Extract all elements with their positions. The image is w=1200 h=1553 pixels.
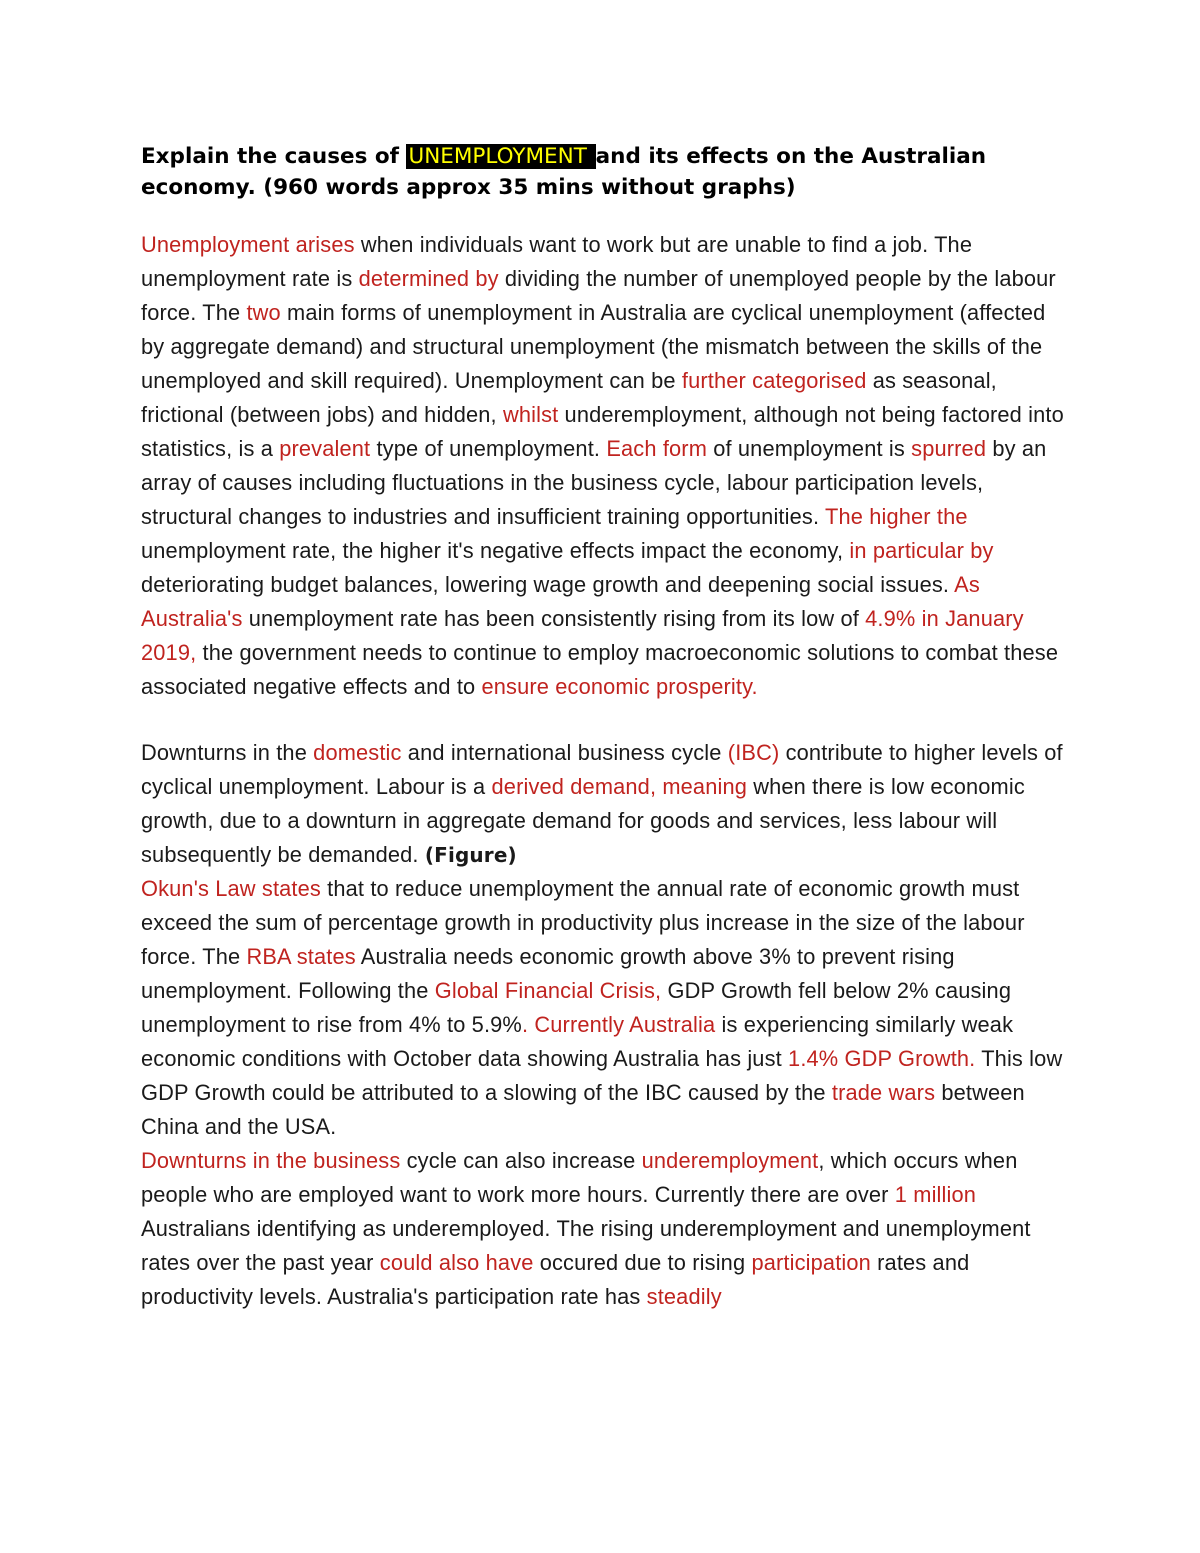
body-text: of unemployment is [707,436,912,461]
body-text: unemployment rate, the higher it's negative effects impact the economy, [141,538,850,563]
annotated-text: trade wars [831,1080,936,1105]
annotated-text: Okun's Law states [141,876,321,901]
paragraph-cyclical [141,736,1071,1314]
body-text: as seasonal, frictional (between jobs) and hidden, [141,368,997,427]
annotated-text: RBA states [246,944,356,969]
annotated-text: Each form [606,436,708,461]
body-text: the government needs to continue to employ macroeconomic solutions to combat these associated negative effects and to [141,640,1059,699]
annotated-text: Global Financial Crisis, [434,978,662,1003]
annotated-text: spurred [911,436,987,461]
body-text: between China and the USA. [141,1080,1025,1139]
annotated-text: The higher the [824,504,968,529]
title-suffix: and its effects on the Australian economy. (960 words approx 35 mins without graphs) [141,144,987,200]
body-text: when individuals want to work but are unable to find a job. The unemployment rate is [141,232,973,291]
paragraph-intro [141,228,1071,704]
body-text: is experiencing similarly weak economic conditions with October data showing Australia has just [141,1012,1014,1071]
annotated-text: participation [751,1250,871,1275]
annotated-text: underemployment [641,1148,819,1173]
body-text: rates and productivity levels. Australia's participation rate has [141,1250,970,1309]
body-text: occured due to rising [533,1250,752,1275]
body-text: type of unemployment. [370,436,607,461]
body-text: Downturns in the [141,740,314,765]
annotated-text: (IBC) [727,740,780,765]
body-text: Australia needs economic growth above 3% to prevent rising unemployment. Following the [141,944,955,1003]
annotated-text: Unemployment arises [141,232,355,257]
annotated-text: As Australia's [141,572,980,631]
body-text: deteriorating budget balances, lowering wage growth and deepening social issues. [141,572,955,597]
annotated-text: determined by [358,266,499,291]
annotated-text: whilst [502,402,559,427]
document-body [141,141,1071,1346]
essay-title [141,141,1071,203]
annotated-text: prevalent [279,436,371,461]
annotated-text: 4.9% in January 2019, [141,606,1024,665]
body-text: cycle can also increase [400,1148,642,1173]
annotated-text: could also have [379,1250,534,1275]
annotated-text: ensure economic prosperity. [481,674,758,699]
annotated-text: 1.4% GDP Growth. [788,1046,976,1071]
annotated-text: Downturns in the business [141,1148,401,1173]
annotated-text: two [246,300,281,325]
paragraph-container [141,228,1071,1314]
body-text: main forms of unemployment in Australia are cyclical unemployment (affected by aggregate demand) and structural unemployment (the mismatch between the skills of the unemployed and skill required). Unemployment can be [141,300,1046,393]
body-text: that to reduce unemployment the annual rate of economic growth must exceed the sum of percentage growth in productivity plus increase in the size of the labour force. The [141,876,1025,969]
body-text: GDP Growth fell below 2% causing unemployment to rise from 4% to 5.9% [141,978,1012,1037]
annotated-text: in particular by [849,538,994,563]
body-text: unemployment rate has been consistently rising from its low of [242,606,866,631]
body-text: contribute to higher levels of cyclical unemployment. Labour is a [141,740,1063,799]
annotated-text: steadily [646,1284,722,1309]
title-highlight: UNEMPLOYMENT [408,144,594,169]
body-text: This low GDP Growth could be attributed to a slowing of the IBC caused by the [141,1046,1063,1105]
body-text: and international business cycle [401,740,728,765]
body-text: underemployment, although not being factored into statistics, is a [141,402,1064,461]
body-text: dividing the number of unemployed people by the labour force. The [141,266,1056,325]
body-text: by an array of causes including fluctuations in the business cycle, labour participation levels, structural changes to industries and insufficient training opportunities. [141,436,1047,529]
body-text: (Figure) [424,843,517,867]
body-text: Australians identifying as underemployed. The rising underemployment and unemployment rates over the past year [141,1216,1031,1275]
annotated-text: further categorised [681,368,867,393]
body-text: when there is low economic growth, due to a downturn in aggregate demand for goods and services, less labour will subsequently be demanded. [141,774,1025,867]
annotated-text: . Currently Australia [521,1012,716,1037]
title-prefix: Explain the causes of [141,144,407,169]
body-text: , which occurs when people who are employed want to work more hours. Currently there are over [141,1148,1018,1207]
annotated-text: 1 million [894,1182,977,1207]
annotated-text: domestic [313,740,402,765]
annotated-text: derived demand, meaning [491,774,748,799]
